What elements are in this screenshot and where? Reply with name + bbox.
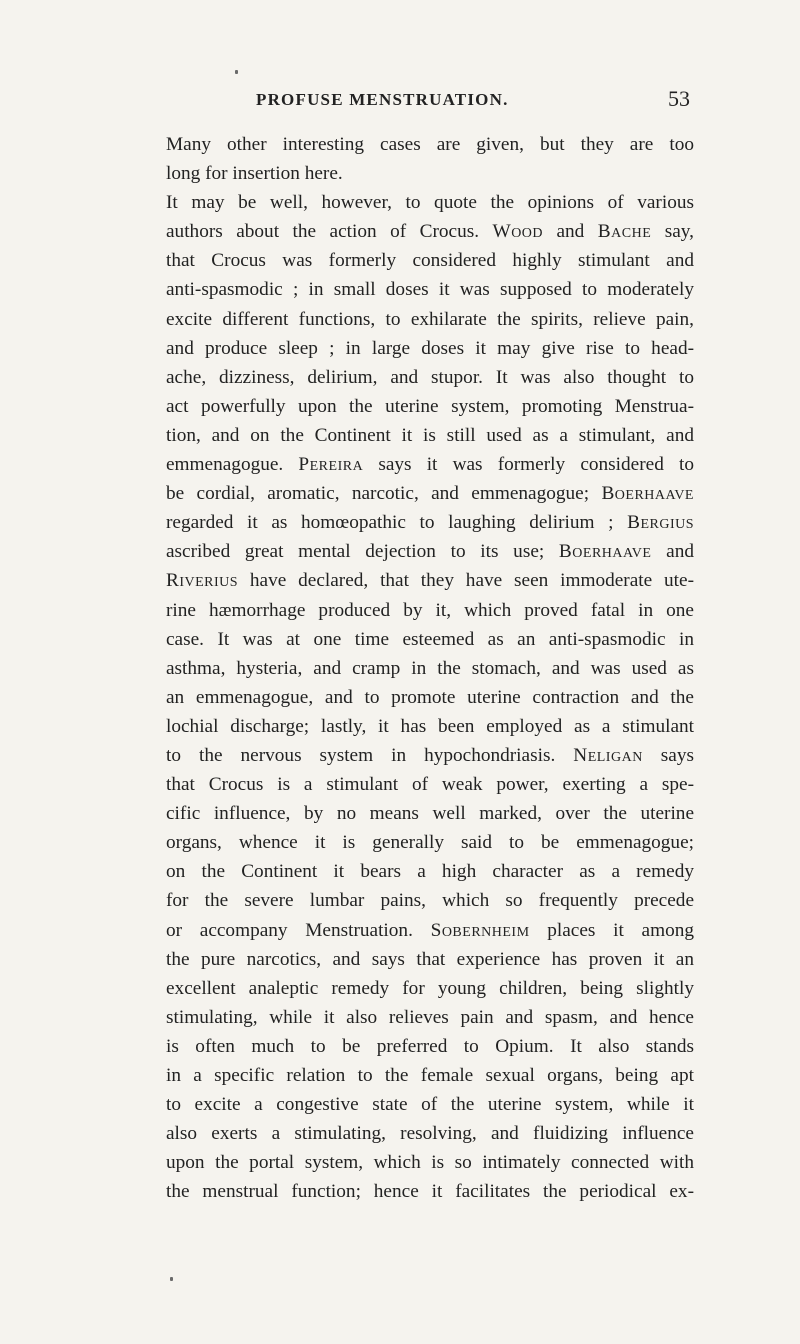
text-line: excite different functions, to exhilarate the spirits, relieve pain,	[166, 308, 694, 330]
text-line: that Crocus was formerly considered highly stimulant and	[166, 250, 694, 272]
text-line: to the nervous system in hypochondriasis. Neligan says	[166, 744, 695, 766]
text-line: rine hæmorrhage produced by it, which proved fatal in one	[166, 599, 694, 621]
text-line: Many other interesting cases are given, but they are too	[166, 134, 694, 155]
text-line: cific influence, by no means well marked, over the uterine	[166, 803, 694, 825]
text-line: asthma, hysteria, and cramp in the stomach, and was used as	[166, 657, 694, 679]
running-head-title: PROFUSE MENSTRUATION.	[256, 90, 509, 109]
text-line: authors about the action of Crocus. Wood and Bache say,	[166, 221, 694, 243]
text-line: upon the portal system, which is so intimately connected with	[166, 1152, 694, 1174]
text-line: stimulating, while it also relieves pain and spasm, and hence	[166, 1006, 694, 1028]
text-line: for the severe lumbar pains, which so frequently precede	[166, 890, 694, 912]
ink-speck	[170, 1277, 173, 1281]
text-line: Riverius have declared, that they have seen immoderate ute-	[166, 570, 694, 592]
text-line: on the Continent it bears a high character as a remedy	[166, 861, 694, 883]
ink-speck	[235, 70, 238, 74]
text-line: to excite a congestive state of the uterine system, while it	[166, 1094, 694, 1116]
text-line: and produce sleep ; in large doses it may give rise to head-	[166, 337, 694, 359]
text-line: tion, and on the Continent it is still used as a stimulant, and	[166, 424, 694, 446]
text-line: or accompany Menstruation. Sobernheim places it among	[166, 919, 695, 941]
running-head	[170, 86, 690, 112]
text-line: be cordial, aromatic, narcotic, and emmenagogue; Boerhaave	[166, 483, 694, 505]
text-line: is often much to be preferred to Opium. It also stands	[166, 1035, 694, 1057]
text-line: an emmenagogue, and to promote uterine contraction and the	[166, 686, 694, 708]
text-line: regarded it as homœopathic to laughing delirium ; Bergius	[166, 512, 694, 534]
text-line: excellent analeptic remedy for young children, being slightly	[166, 977, 694, 999]
text-line: ache, dizziness, delirium, and stupor. It was also thought to	[166, 366, 694, 388]
text-line: act powerfully upon the uterine system, promoting Menstrua-	[166, 395, 694, 417]
text-line: anti-spasmodic ; in small doses it was supposed to moderately	[166, 279, 694, 301]
text-line: that Crocus is a stimulant of weak power, exerting a spe-	[166, 774, 694, 796]
text-line: emmenagogue. Pereira says it was formerly considered to	[166, 454, 694, 476]
text-line: organs, whence it is generally said to be emmenagogue;	[166, 832, 694, 854]
text-line: in a specific relation to the female sexual organs, being apt	[166, 1065, 694, 1086]
text-line: It may be well, however, to quote the opinions of various	[166, 192, 694, 214]
text-line: ascribed great mental dejection to its use; Boerhaave and	[166, 541, 694, 563]
text-line: long for insertion here.	[166, 163, 343, 185]
page-number: 53	[668, 86, 690, 111]
text-line: lochial discharge; lastly, it has been employed as a stimulant	[166, 715, 694, 737]
text-line: also exerts a stimulating, resolving, and fluidizing influence	[166, 1123, 694, 1145]
text-line: the pure narcotics, and says that experience has proven it an	[166, 948, 694, 970]
text-line: the menstrual function; hence it facilitates the periodical ex-	[166, 1181, 694, 1203]
body-text	[166, 130, 694, 1206]
text-line: case. It was at one time esteemed as an anti-spasmodic in	[166, 628, 694, 650]
